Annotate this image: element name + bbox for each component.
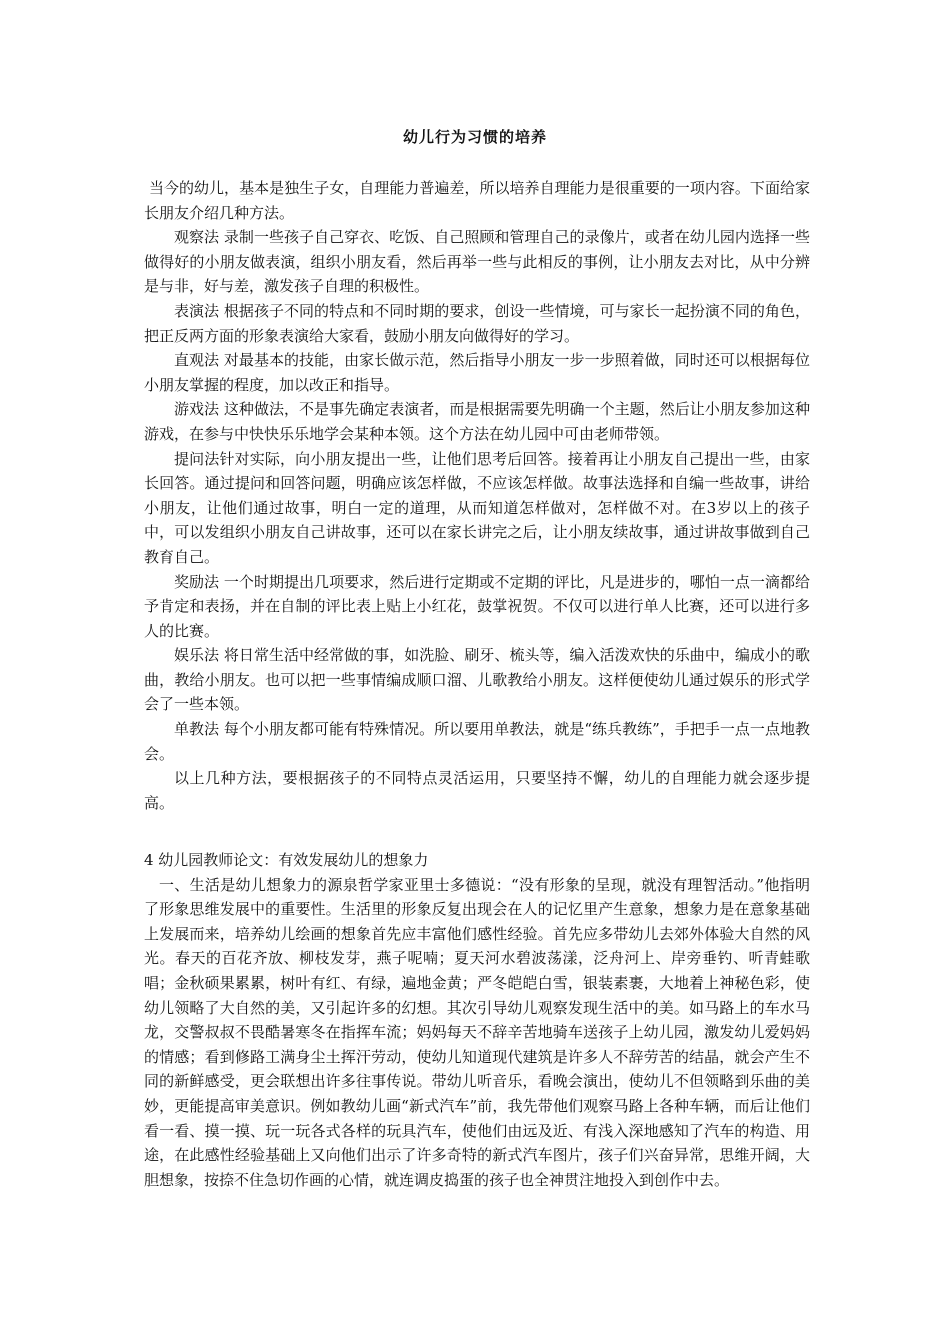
paragraph-demonstration: 直观法 对最基本的技能，由家长做示范，然后指导小朋友一步一步照着做，同时还可以根据每位小朋友掌握的程度，加以改正和指导。 bbox=[144, 351, 810, 394]
paragraph-individual: 单教法 每个小朋友都可能有特殊情况。所以要用单教法，就是“练兵教练”，手把手一点一点地教会。 bbox=[144, 720, 810, 763]
section-2-body: 一、生活是幼儿想象力的源泉哲学家亚里士多德说：“没有形象的呈现，就没有理智活动。”他指明了形象思维发展中的重要性。生活里的形象反复出现会在人的记忆里产生意象，想象力是在意象基础上发展而来，培养幼儿绘画的想象首先应丰富他们感性经验。首先应多带幼儿去郊外体验大自然的风光。春天的百花齐放、柳枝发芽，燕子呢喃；夏天河水碧波荡漾，泛舟河上、岸旁垂钓、听青蛙歌唱；金秋硕果累累，树叶有红、有绿，遍地金黄；严冬皑皑白雪，银装素裹，大地着上神秘色彩，使幼儿领略了大自然的美，又引起许多的幻想。其次引导幼儿观察发现生活中的美。如马路上的车水马龙，交警叔叔不畏酷暑寒冬在指挥车流；妈妈每天不辞辛苦地骑车送孩子上幼儿园，激发幼儿爱妈妈的情感；看到修路工满身尘土挥汗劳动，使幼儿知道现代建筑是许多人不辞劳苦的结晶，就会产生不同的新鲜感受，更会联想出许多往事传说。带幼儿听音乐，看晚会演出，使幼儿不但领略到乐曲的美妙，更能提高审美意识。例如教幼儿画“新式汽车”前，我先带他们观察马路上各种车辆，而后让他们看一看、摸一摸、玩一玩各式各样的玩具汽车，使他们由远及近、有浅入深地感知了汽车的构造、用途，在此感性经验基础上又向他们出示了许多奇特的新式汽车图片，孩子们兴奋异常，思维开阔，大胆想象，按捺不住急切作画的心情，就连调皮捣蛋的孩子也全神贯注地投入到创作中去。 bbox=[144, 875, 810, 1189]
section-1-body bbox=[144, 176, 810, 815]
paragraph-reward: 奖励法 一个时期提出几项要求，然后进行定期或不定期的评比，凡是进步的，哪怕一点一滴都给予肯定和表扬，并在自制的评比表上贴上小红花，鼓掌祝贺。不仅可以进行单人比赛，还可以进行多人的比赛。 bbox=[144, 572, 810, 640]
paragraph-entertainment: 娱乐法 将日常生活中经常做的事，如洗脸、刷牙、梳头等，编入活泼欢快的乐曲中，编成小的歌曲，教给小朋友。也可以把一些事情编成顺口溜、儿歌教给小朋友。这样便使幼儿通过娱乐的形式学会了一些本领。 bbox=[144, 646, 810, 714]
paragraph-game: 游戏法 这种做法，不是事先确定表演者，而是根据需要先明确一个主题，然后让小朋友参加这种游戏，在参与中快快乐乐地学会某种本领。这个方法在幼儿园中可由老师带领。 bbox=[144, 400, 810, 443]
paragraph-question-story: 提问法针对实际，向小朋友提出一些，让他们思考后回答。接着再让小朋友自己提出一些，由家长回答。通过提问和回答问题，明确应该怎样做，不应该怎样做。故事法选择和自编一些故事，讲给小朋友，让他们通过故事，明白一定的道理，从而知道怎样做对，怎样做不对。在3岁以上的孩子中，可以发组织小朋友自己讲故事，还可以在家长讲完之后，让小朋友续故事，通过讲故事做到自己教育自己。 bbox=[144, 449, 810, 566]
paragraph-observation: 观察法 录制一些孩子自己穿衣、吃饭、自己照顾和管理自己的录像片，或者在幼儿园内选择一些做得好的小朋友做表演，组织小朋友看，然后再举一些与此相反的事例，让小朋友去对比，从中分辨是与非，好与差，激发孩子自理的积极性。 bbox=[144, 228, 810, 296]
intro-paragraph: 当今的幼儿，基本是独生子女，自理能力普遍差，所以培养自理能力是很重要的一项内容。下面给家长朋友介绍几种方法。 bbox=[144, 179, 810, 222]
document-title: 幼儿行为习惯的培养 bbox=[402, 128, 547, 146]
paragraph-performance: 表演法 根据孩子不同的特点和不同时期的要求，创设一些情境，可与家长一起扮演不同的角色，把正反两方面的形象表演给大家看，鼓励小朋友向做得好的学习。 bbox=[144, 301, 810, 345]
section-2-heading: 4 幼儿园教师论文：有效发展幼儿的想象力 bbox=[144, 851, 429, 869]
section-2 bbox=[144, 848, 810, 1192]
paragraph-conclusion: 以上几种方法，要根据孩子的不同特点灵活运用，只要坚持不懈，幼儿的自理能力就会逐步提高。 bbox=[144, 769, 810, 812]
